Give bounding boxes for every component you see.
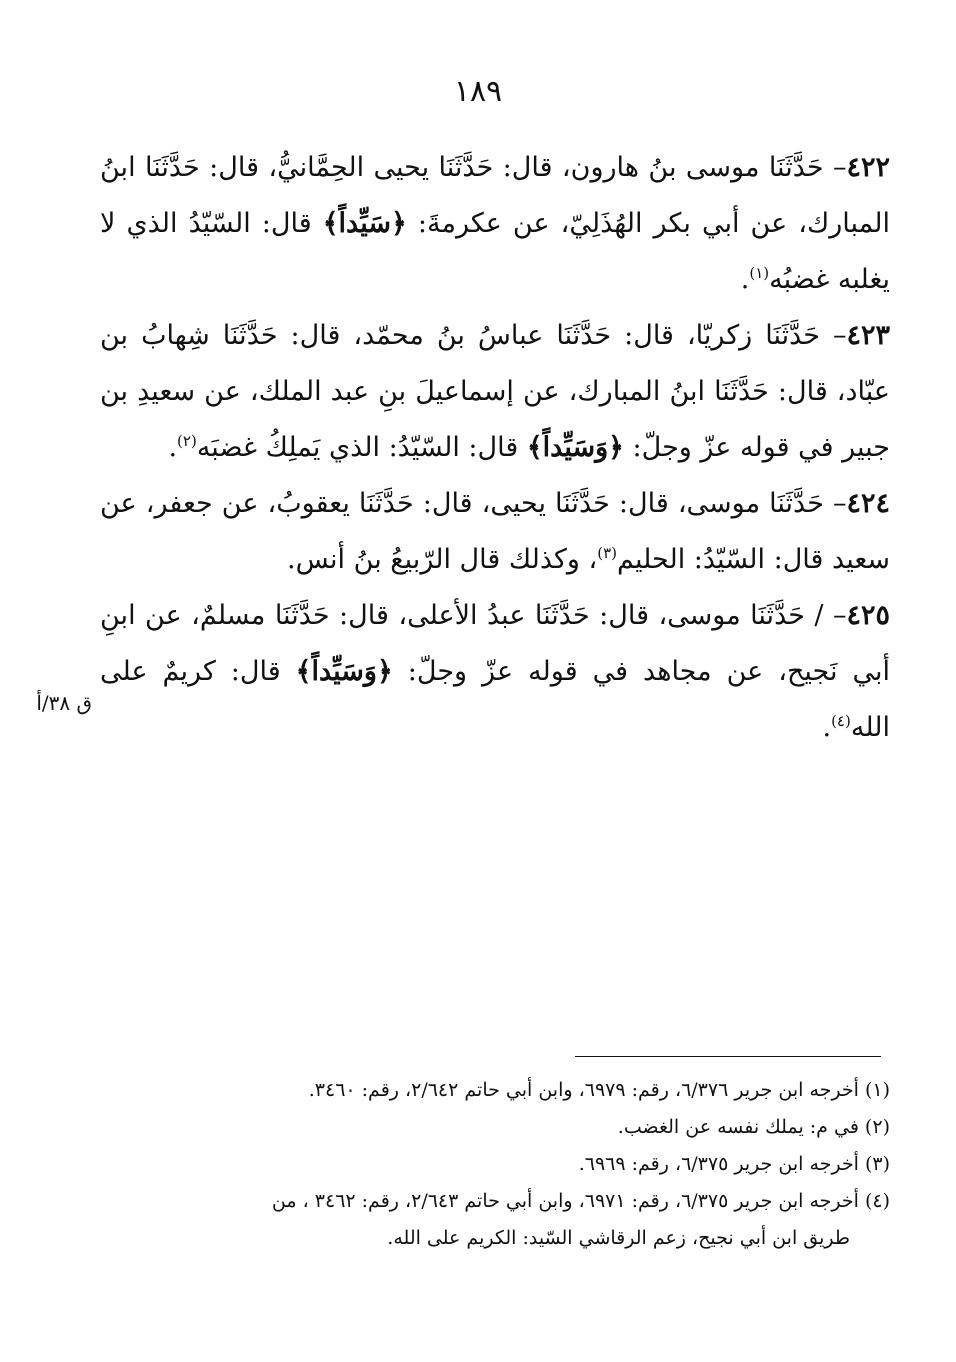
footnote-ref: (٤)	[831, 712, 851, 730]
footnote: (٤) أخرجه ابن جرير ٦/٣٧٥، رقم: ٦٩٧١، وابن أبي حاتم ٢/٦٤٣، رقم: ٣٤٦٢ ، من	[271, 1190, 890, 1212]
footnotes	[100, 1072, 890, 1257]
hadith-paragraph	[100, 308, 890, 476]
hadith-number: ٤٢٢	[846, 152, 891, 183]
footnote-divider	[575, 1056, 881, 1057]
hadith-paragraph	[100, 588, 890, 756]
footnote: (٣) أخرجه ابن جرير ٦/٣٧٥، رقم: ٦٩٦٩.	[578, 1153, 890, 1175]
hadith-number: ٤٢٥	[846, 600, 890, 631]
hadith-paragraph	[100, 140, 890, 308]
quran-quote: ﴿وَسَيِّداً﴾	[526, 432, 624, 463]
text-segment: قال: كريمٌ على الله	[100, 656, 890, 743]
text-segment: – حَدَّثَنَا موسى بنُ هارون، قال: حَدَّثَنَا يحيى الحِمَّانيُّ، قال: حَدَّثَنَا ابنُ المبارك، عن أبي بكر الهُذَلِيّ، عن عكرمةَ:	[100, 152, 890, 239]
page-number: ١٨٩	[453, 74, 503, 109]
text-segment: .	[822, 712, 832, 743]
footnote: طريق ابن أبي نجيح، زعم الرقاشي السّيد: الكريم على الله.	[387, 1227, 850, 1249]
text-segment: – حَدَّثَنَا زكريّا، قال: حَدَّثَنَا عباسُ بنُ محمّد، قال: حَدَّثَنَا شِهابُ بن عبّاد، قال: حَدَّثَنَا ابنُ المبارك، عن إسماعيلَ بنِ عبد الملك، عن سعيدِ بن جبير في قوله عزّ وجلّ:	[100, 320, 890, 463]
footnote-ref: (١)	[749, 264, 770, 282]
text-segment: – / حَدَّثَنَا موسى، قال: حَدَّثَنَا عبدُ الأعلى، قال: حَدَّثَنَا مسلمٌ، عن ابنِ أبي نَجيح، عن مجاهد في قوله عزّ وجلّ:	[100, 600, 891, 687]
footnote: (٢) في م: يملك نفسه عن الغضب.	[617, 1116, 890, 1138]
footnote: (١) أخرجه ابن جرير ٦/٣٧٦، رقم: ٦٩٧٩، وابن أبي حاتم ٢/٦٤٢، رقم: ٣٤٦٠.	[308, 1079, 890, 1101]
footnote-ref: (٣)	[597, 544, 617, 562]
manuscript-folio-note: ق ٣٨/أ	[36, 691, 92, 715]
text-segment: .	[740, 264, 750, 295]
quran-quote: ﴿سَيِّداً﴾	[322, 208, 407, 239]
hadith-number: ٤٢٣	[846, 320, 890, 351]
hadith-number: ٤٢٤	[846, 488, 890, 519]
text-segment: ، وكذلك قال الرّبيعُ بنُ أنس.	[287, 544, 598, 575]
main-text	[100, 140, 890, 756]
footnote-ref: (٢)	[177, 432, 197, 450]
text-segment: قال: السّيّدُ الذي لا يغلبه غضبُه	[100, 208, 890, 295]
hadith-paragraph	[100, 476, 890, 588]
text-segment: .	[168, 432, 178, 463]
text-segment: قال: السّيّدُ: الذي يَملِكُ غضبَه	[196, 432, 527, 463]
quran-quote: ﴿وَسَيِّداً﴾	[295, 656, 393, 687]
text-segment: – حَدَّثَنَا موسى، قال: حَدَّثَنَا يحيى، قال: حَدَّثَنَا يعقوبُ، عن جعفر، عن سعيد قال: السّيّدُ: الحليم	[100, 488, 890, 575]
